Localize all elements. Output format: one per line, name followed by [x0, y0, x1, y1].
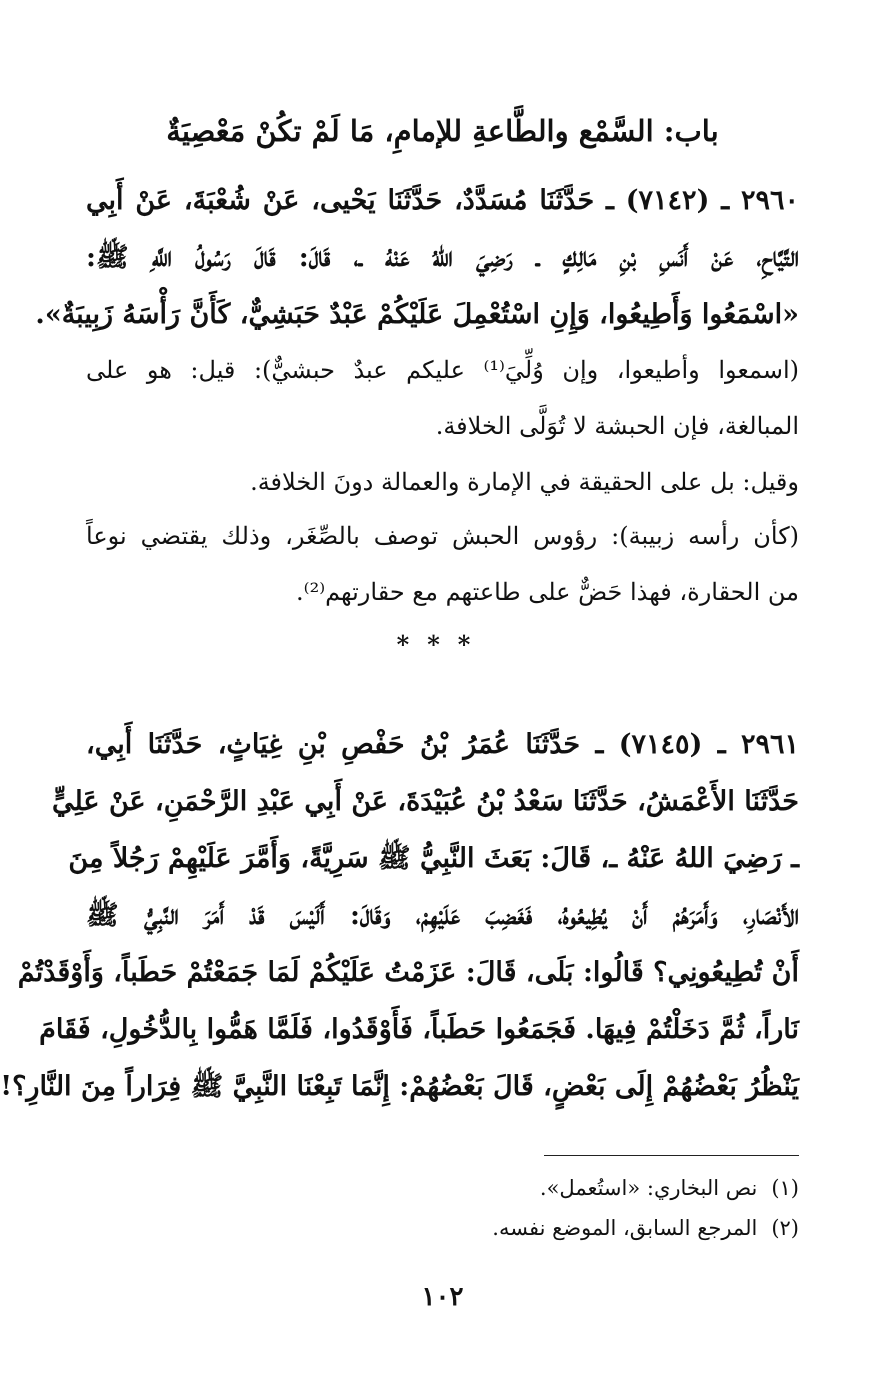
hadith-line: نَاراً، ثُمَّ دَخَلْتُمْ فِيهَا. فَجَمَعُوا حَطَباً، فَأَوْقَدُوا، فَلَمَّا هَمُّوا بِالدُّخُولِ، فَقَامَ	[39, 1014, 799, 1045]
section-separator: ***	[396, 630, 489, 659]
commentary-line: (اسمعوا وأطيعوا، وإن وُلِّيَ⁽¹⁾ عليكم عبدٌ حبشيٌّ): قيل: هو على	[86, 356, 799, 384]
hadith-2961	[0, 716, 799, 1115]
hadith-line: الأَنْصَارِ، وَأَمَرَهُمْ أَنْ يُطِيعُوهُ، فَغَضِبَ عَلَيْهِمْ، وَقَالَ: أَلَيْسَ قَدْ أَمَرَ النَّبِيُّ ﷺ	[86, 900, 799, 931]
footnote-item	[86, 1208, 799, 1248]
chapter-title-text: : السَّمْع والطَّاعةِ للإمامِ، مَا لَمْ تكُنْ مَعْصِيَةٌ	[166, 114, 675, 148]
hadith-line: ـ رَضِيَ اللهُ عَنْهُ ـ، قَالَ: بَعَثَ النَّبِيُّ ﷺ سَرِيَّةً، وَأَمَّرَ عَلَيْهِمْ رَجُلاً مِنَ	[68, 843, 799, 874]
footnote-divider	[544, 1155, 799, 1156]
commentary-paragraph	[86, 508, 799, 620]
hadith-line: يَنْظُرُ بَعْضُهُمْ إِلَى بَعْضٍ، قَالَ بَعْضُهُمْ: إِنَّمَا تَبِعْنَا النَّبِيَّ ﷺ فِرَاراً مِنَ النَّارِ؟!	[0, 1071, 799, 1102]
hadith-line: ٢٩٦١ ـ (٧١٤٥) ـ حَدَّثَنَا عُمَرُ بْنُ حَفْصِ بْنِ غِيَاثٍ، حَدَّثَنَا أَبِي،	[86, 729, 799, 760]
commentary-paragraph	[86, 342, 799, 454]
chapter-keyword: باب	[674, 114, 719, 148]
footnotes	[86, 1168, 799, 1248]
hadith-line: «اسْمَعُوا وَأَطِيعُوا، وَإِنِ اسْتُعْمِلَ عَلَيْكُمْ عَبْدٌ حَبَشِيٌّ، كَأَنَّ رَأْسَهُ زَبِيبَةٌ».	[35, 299, 799, 330]
commentary-line: (كأن رأسه زبيبة): رؤوس الحبش توصف بالصِّغَر، وذلك يقتضي نوعاً	[86, 522, 799, 550]
footnote-text: المرجع السابق، الموضع نفسه.	[492, 1216, 758, 1240]
hadith-line: ٢٩٦٠ ـ (٧١٤٢) ـ حَدَّثَنَا مُسَدَّدٌ، حَدَّثَنَا يَحْيى، عَنْ شُعْبَةَ، عَنْ أَبِي	[86, 185, 799, 216]
footnote-text: نص البخاري: «استُعمل».	[539, 1176, 758, 1200]
commentary-line: المبالغة، فإن الحبشة لا تُوَلَّى الخلافة.	[435, 412, 799, 440]
hadith-2960	[35, 172, 799, 343]
hadith-line: التَّيَّاحِ، عَنْ أَنَسِ بْنِ مَالِكٍ ـ رَضِيَ اللهُ عَنْهُ ـ، قَالَ: قَالَ رَسُولُ اللَّهِ ﷺ:	[86, 242, 799, 273]
hadith-line: حَدَّثَنَا الأَعْمَشُ، حَدَّثَنَا سَعْدُ بْنُ عُبَيْدَةَ، عَنْ أَبِي عَبْدِ الرَّحْمَنِ، عَنْ عَلِيٍّ	[51, 786, 799, 817]
footnote-number: (١)	[771, 1176, 799, 1200]
hadith-line: أَنْ تُطِيعُونِي؟ قَالُوا: بَلَى، قَالَ: عَزَمْتُ عَلَيْكُمْ لَمَا جَمَعْتُمْ حَطَباً، وَأَوْقَدْتُمْ	[17, 957, 799, 988]
commentary-line: وقيل: بل على الحقيقة في الإمارة والعمالة دونَ الخلافة.	[250, 468, 799, 496]
footnote-number: (٢)	[771, 1216, 799, 1240]
commentary-paragraph	[86, 454, 799, 510]
footnote-item	[86, 1168, 799, 1208]
chapter-title	[86, 103, 799, 159]
page-number: ١٠٢	[421, 1282, 464, 1312]
commentary-line: من الحقارة، فهذا حَضٌّ على طاعتهم مع حقارتهم⁽²⁾.	[296, 578, 799, 606]
